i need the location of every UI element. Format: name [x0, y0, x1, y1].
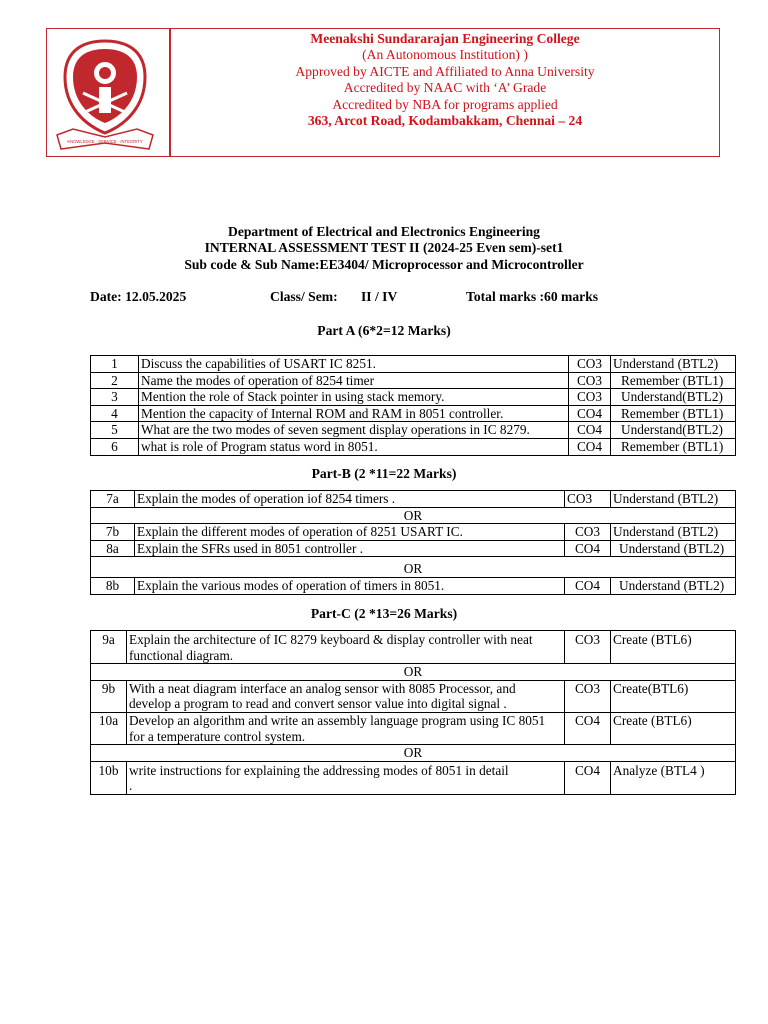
part-c-table: [90, 630, 736, 795]
question-number: 2: [91, 372, 139, 389]
table-row: [91, 631, 736, 664]
department-name: Department of Electrical and Electronics Engineering: [228, 224, 540, 239]
course-outcome: CO3: [565, 680, 611, 712]
question-number: 6: [91, 438, 139, 455]
course-outcome: CO3: [565, 631, 611, 664]
question-number: 3: [91, 389, 139, 406]
question-line: develop a program to read and convert sensor value into digital signal .: [129, 696, 507, 712]
course-outcome: CO4: [565, 577, 611, 594]
question-number: 1: [91, 356, 139, 373]
bloom-level: Remember (BTL1): [611, 405, 736, 422]
question-text: Mention the capacity of Internal ROM and RAM in 8051 controller.: [139, 405, 569, 422]
class-label: Class/ Sem:: [270, 289, 338, 304]
exam-title-block: [0, 224, 768, 273]
course-outcome: CO4: [569, 422, 611, 439]
question-text: Mention the role of Stack pointer in using stack memory.: [139, 389, 569, 406]
course-outcome: CO3: [565, 524, 611, 541]
bloom-level: Understand (BTL2): [611, 356, 736, 373]
course-outcome: CO4: [569, 405, 611, 422]
question-text: Name the modes of operation of 8254 timer: [139, 372, 569, 389]
bloom-level: Understand (BTL2): [611, 577, 736, 594]
bloom-level: Create (BTL6): [611, 712, 736, 744]
table-row: [91, 524, 736, 541]
nba-line: Accredited by NBA for programs applied: [332, 96, 558, 112]
question-number: 10b: [91, 761, 127, 794]
question-line: functional diagram.: [129, 647, 234, 663]
question-text: Explain the various modes of operation of timers in 8051.: [135, 577, 565, 594]
table-row: [91, 422, 736, 439]
class-value: II / IV: [361, 289, 398, 304]
svg-text:KNOWLEDGE · SERVICE · INTEGRIT: KNOWLEDGE · SERVICE · INTEGRITY: [67, 139, 143, 144]
or-separator: OR: [91, 557, 736, 578]
question-text: Discuss the capabilities of USART IC 8251.: [139, 356, 569, 373]
table-row: [91, 761, 736, 794]
question-number: 4: [91, 405, 139, 422]
question-text: [127, 680, 565, 712]
bloom-level: Remember (BTL1): [611, 372, 736, 389]
question-line: With a neat diagram interface an analog sensor with 8085 Processor, and: [129, 680, 516, 696]
part-a-title: Part A (6*2=12 Marks): [317, 323, 451, 338]
question-number: 8a: [91, 540, 135, 557]
course-outcome: CO4: [565, 540, 611, 557]
subject-name: Sub code & Sub Name:EE3404/ Microprocessor and Microcontroller: [184, 256, 584, 272]
bloom-level: Understand (BTL2): [611, 491, 736, 508]
question-text: Explain the different modes of operation of 8251 USART IC.: [135, 524, 565, 541]
table-row: [91, 680, 736, 712]
approval-line: Approved by AICTE and Affiliated to Anna University: [295, 63, 595, 79]
college-logo: [53, 37, 157, 155]
or-row: [91, 507, 736, 524]
question-text: what is role of Program status word in 8051.: [139, 438, 569, 455]
course-outcome: CO4: [565, 761, 611, 794]
table-row: [91, 372, 736, 389]
naac-line: Accredited by NAAC with ‘A’ Grade: [343, 80, 547, 96]
course-outcome: CO4: [569, 438, 611, 455]
question-text: [127, 631, 565, 664]
table-row: [91, 577, 736, 594]
or-row: [91, 557, 736, 578]
or-row: [91, 745, 736, 762]
part-b-title: Part-B (2 *11=22 Marks): [311, 466, 457, 481]
course-outcome: CO4: [565, 712, 611, 744]
question-text: Explain the modes of operation iof 8254 timers .: [135, 491, 565, 508]
question-line: for a temperature control system.: [129, 728, 306, 744]
bloom-level: Create(BTL6): [611, 680, 736, 712]
total-marks: Total marks :60 marks: [466, 289, 599, 304]
bloom-level: Understand(BTL2): [611, 389, 736, 406]
question-number: 5: [91, 422, 139, 439]
part-a-table: [90, 355, 736, 456]
bloom-level: Understand(BTL2): [611, 422, 736, 439]
question-text: [127, 712, 565, 744]
question-text: What are the two modes of seven segment display operations in IC 8279.: [139, 422, 569, 439]
college-name: Meenakshi Sundararajan Engineering College: [310, 31, 580, 46]
question-number: 7a: [91, 491, 135, 508]
table-row: [91, 389, 736, 406]
exam-info-row: [0, 289, 768, 307]
question-line: write instructions for explaining the addressing modes of 8051 in detail: [129, 762, 509, 778]
table-row: [91, 712, 736, 744]
bloom-level: Analyze (BTL4 ): [611, 761, 736, 794]
autonomous-line: (An Autonomous Institution) ): [362, 47, 528, 63]
question-number: 9b: [91, 680, 127, 712]
question-line: Explain the architecture of IC 8279 keyboard & display controller with neat: [129, 632, 533, 647]
course-outcome: CO3: [565, 491, 611, 508]
bloom-level: Understand (BTL2): [611, 540, 736, 557]
course-outcome: CO3: [569, 356, 611, 373]
table-row: [91, 405, 736, 422]
or-row: [91, 664, 736, 681]
table-row: [91, 356, 736, 373]
part-b-table: [90, 490, 736, 595]
question-line: .: [129, 778, 133, 794]
question-number: 10a: [91, 712, 127, 744]
or-separator: OR: [91, 664, 736, 681]
question-number: 9a: [91, 631, 127, 664]
bloom-level: Remember (BTL1): [611, 438, 736, 455]
college-details: [171, 31, 719, 129]
or-separator: OR: [91, 507, 736, 524]
exam-date: Date: 12.05.2025: [90, 289, 187, 304]
college-header: [46, 28, 720, 157]
question-number: 7b: [91, 524, 135, 541]
question-text: [127, 761, 565, 794]
address-line: 363, Arcot Road, Kodambakkam, Chennai – 24: [307, 113, 583, 129]
bloom-level: Understand (BTL2): [611, 524, 736, 541]
question-line: Develop an algorithm and write an assembly language program using IC 8051: [129, 712, 546, 728]
bloom-level: Create (BTL6): [611, 631, 736, 664]
table-row: [91, 491, 736, 508]
part-c-title: Part-C (2 *13=26 Marks): [310, 606, 458, 621]
table-row: [91, 438, 736, 455]
or-separator: OR: [91, 745, 736, 762]
test-name: INTERNAL ASSESSMENT TEST II (2024-25 Even sem)-set1: [204, 240, 564, 256]
question-number: 8b: [91, 577, 135, 594]
course-outcome: CO3: [569, 389, 611, 406]
course-outcome: CO3: [569, 372, 611, 389]
question-text: Explain the SFRs used in 8051 controller .: [135, 540, 565, 557]
table-row: [91, 540, 736, 557]
